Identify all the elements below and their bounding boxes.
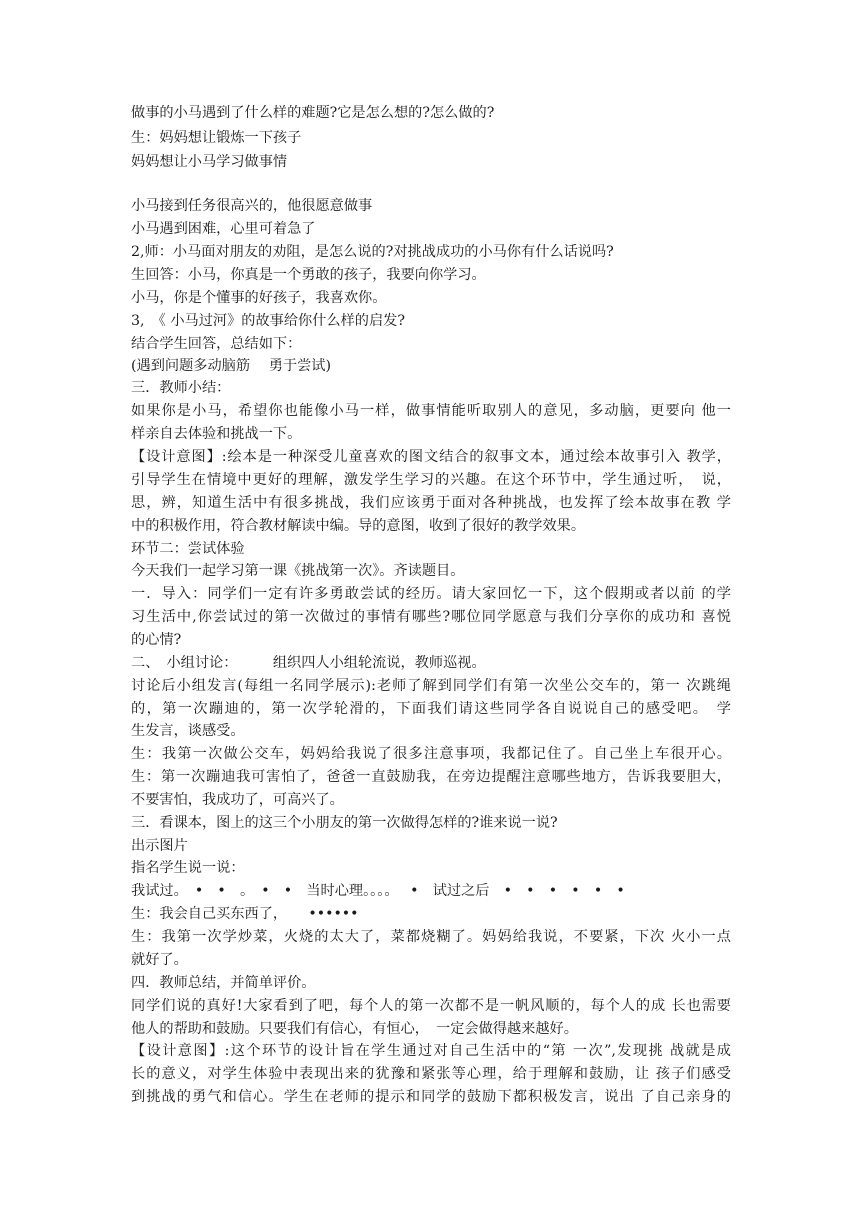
text-line: 一．导入：同学们一定有许多勇敢尝试的经历。请大家回忆一下，这个假期或者以前 的学	[131, 586, 731, 602]
text-line: 小马遇到困难，心里可着急了	[131, 221, 316, 237]
section-heading: 三．看课本，图上的这三个小朋友的第一次做得怎样的?谁来说一说?	[131, 815, 558, 831]
text-line: 样亲自去体验和挑战一下。	[131, 426, 302, 442]
section-heading: 三．教师小结：	[131, 380, 231, 396]
section-heading: 二、 小组讨论： 组织四人小组轮流说，教师巡视。	[131, 655, 486, 671]
text-line: 生：妈妈想让锻炼一下孩子	[131, 130, 302, 146]
text-line: 小马，你是个懂事的好孩子，我喜欢你。	[131, 290, 387, 306]
text-line: 出示图片	[131, 838, 188, 854]
text-line: 生：我第一次做公交车，妈妈给我说了很多注意事项，我都记住了。自己坐上车很开心。	[131, 746, 731, 762]
text-line: 我试过。 • • 。 • • 当时心理。。。。 • 试过之后 • • • • • •	[131, 883, 625, 899]
design-intent-line: 【设计意图】:绘本是一种深受儿童喜欢的图文结合的叙事文本，通过绘本故事引入 教学，	[131, 449, 731, 465]
text-line: 妈妈想让小马学习做事情	[131, 154, 288, 170]
text-line: 2,师：小马面对朋友的劝阻，是怎么说的?对挑战成功的小马你有什么话说吗?	[131, 244, 614, 260]
text-line: 如果你是小马，希望你也能像小马一样，做事情能听取别人的意见，多动脑，更要向 他一	[131, 403, 731, 419]
text-line: 他人的帮助和鼓励。只要我们有信心，有恒心， 一定会做得越来越好。	[131, 1021, 578, 1037]
text-line: 讨论后小组发言(每组一名同学展示):老师了解到同学们有第一次坐公交车的，第一 次跳绳	[131, 678, 731, 694]
text-line: 指名学生说一说：	[131, 860, 245, 876]
text-line: 生：第一次蹦迪我可害怕了，爸爸一直鼓励我，在旁边提醒注意哪些地方，告诉我要胆大，	[131, 769, 731, 785]
text-line: 生回答：小马，你真是一个勇敢的孩子，我要向你学习。	[131, 267, 486, 283]
text-line: 的，第一次蹦迪的，第一次学轮滑的，下面我们请这些同学各自说说自己的感受吧。 学	[131, 701, 731, 717]
text-line: 生：我会自己买东西了， ••••••	[131, 906, 359, 922]
text-line: 长的意义，对学生体验中表现出来的犹豫和紧张等心理，给于理解和鼓励，让 孩子们感受	[131, 1066, 731, 1082]
text-line: 中的积极作用，符合教材解读中编。导的意图，收到了很好的教学效果。	[131, 518, 586, 534]
design-intent-line: 【设计意图】:这个环节的设计旨在学生通过对自己生活中的“第 一次”,发现挑 战就是成	[131, 1043, 731, 1059]
text-line: 同学们说的真好!大家看到了吧，每个人的第一次都不是一帆风顺的，每个人的成 长也需要	[131, 998, 731, 1014]
text-line: 结合学生回答，总结如下：	[131, 336, 302, 352]
text-line: 生发言，谈感受。	[131, 723, 245, 739]
text-line: 小马接到任务很高兴的，他很愿意做事	[131, 198, 373, 214]
text-line: 今天我们一起学习第一课《挑战第一次》。齐读题目。	[131, 563, 465, 579]
text-line: 思，辨，知道生活中有很多挑战，我们应该勇于面对各种挑战，也发挥了绘本故事在教 学	[131, 495, 731, 511]
text-line: 到挑战的勇气和信心。学生在老师的提示和同学的鼓励下都积极发言，说出 了自己亲身的	[131, 1089, 731, 1105]
text-line: 生：我第一次学炒菜，火烧的太大了，菜都烧糊了。妈妈给我说，不要紧，下次 火小一点	[131, 929, 731, 945]
text-line: 就好了。	[131, 952, 188, 968]
text-line: 引导学生在情境中更好的理解，激发学生学习的兴趣。在这个环节中，学生通过听， 说，	[131, 472, 731, 488]
text-line: 不要害怕，我成功了，可高兴了。	[131, 792, 344, 808]
text-line: (遇到问题多动脑筋 勇于尝试)	[131, 358, 332, 374]
text-line: 3, 《 小马过河》的故事给你什么样的启发?	[131, 313, 405, 329]
section-heading: 四．教师总结，并简单评价。	[131, 975, 316, 991]
text-line: 做事的小马遇到了什么样的难题?它是怎么想的?怎么做的?	[131, 105, 495, 121]
text-line: 习生活中,你尝试过的第一次做过的事情有哪些?哪位同学愿意与我们分享你的成功和 喜悦	[131, 609, 731, 625]
section-heading: 环节二：尝试体验	[131, 541, 245, 557]
text-line: 的心情?	[131, 632, 182, 648]
